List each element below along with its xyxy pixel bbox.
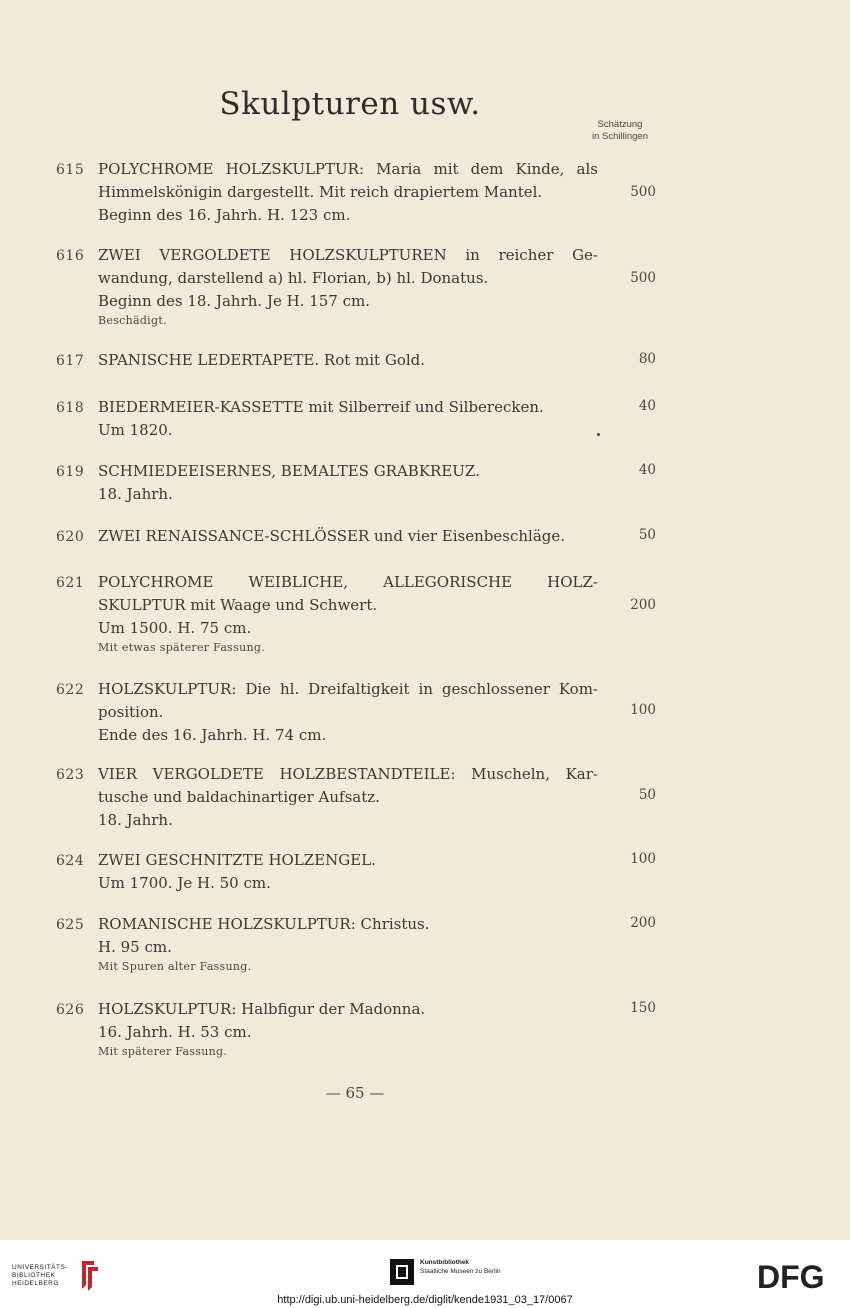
lot-text-line: Himmelskönigin dargestellt. Mit reich drapiertem Mantel.: [98, 183, 543, 201]
ub-label-line: HEIDELBERG: [12, 1280, 59, 1287]
ub-heidelberg-label: [12, 1264, 68, 1288]
lot-text-line: position.: [98, 703, 164, 721]
lot-number: 616: [56, 248, 85, 264]
lot-text-line: Ende des 16. Jahrh. H. 74 cm.: [98, 726, 327, 744]
lot-note: Beschädigt.: [98, 314, 167, 327]
lot-text-line: POLYCHROME HOLZSKULPTUR: Maria mit dem Kinde, als: [98, 160, 598, 178]
lot-number: 622: [56, 682, 85, 698]
lot-price: 200: [630, 915, 656, 931]
lot-text-line: ZWEI GESCHNITZTE HOLZENGEL.: [98, 851, 376, 869]
lot-text-line: SKULPTUR mit Waage und Schwert.: [98, 596, 378, 614]
estimate-header-line: Schätzung: [597, 119, 643, 130]
kb-title: Kunstbibliothek: [420, 1259, 470, 1266]
lot-text-line: Um 1700. Je H. 50 cm.: [98, 874, 271, 892]
lot-text-line: BIEDERMEIER-KASSETTE mit Silberreif und Silberecken.: [98, 398, 544, 416]
permalink-url[interactable]: http://digi.ub.uni-heidelberg.de/diglit/kende1931_03_17/0067: [277, 1294, 573, 1306]
lot-text-line: SCHMIEDEEISERNES, BEMALTES GRABKREUZ.: [98, 462, 480, 480]
page-title: Skulpturen usw.: [219, 86, 481, 122]
lot-price: 40: [638, 462, 656, 478]
ub-label-line: UNIVERSITÄTS-: [12, 1264, 68, 1271]
lot-price: 40: [638, 398, 656, 414]
lot-text-line: ROMANISCHE HOLZSKULPTUR: Christus.: [98, 915, 430, 933]
lot-number: 621: [56, 575, 85, 591]
kb-subtitle: Staatliche Museen zu Berlin: [420, 1268, 501, 1275]
lot-text-line: tusche und baldachinartiger Aufsatz.: [98, 788, 380, 806]
dfg-logo-text: DFG: [757, 1260, 825, 1292]
lot-number: 615: [56, 162, 85, 178]
lot-text-line: POLYCHROME WEIBLICHE, ALLEGORISCHE HOLZ-: [98, 573, 598, 591]
lot-text-line: Beginn des 18. Jahrh. Je H. 157 cm.: [98, 292, 371, 310]
lot-price: 500: [630, 270, 656, 286]
lot-number: 620: [56, 529, 85, 545]
lot-price: 200: [630, 597, 656, 613]
estimate-header-line: in Schillingen: [592, 131, 648, 142]
lot-text-line: Um 1820.: [98, 421, 173, 439]
dfg-logo-icon[interactable]: [757, 1260, 837, 1292]
kunstbibliothek-label: [420, 1258, 501, 1276]
lot-text-line: 16. Jahrh. H. 53 cm.: [98, 1023, 252, 1041]
lot-text-line: wandung, darstellend a) hl. Florian, b) hl. Donatus.: [98, 269, 489, 287]
lot-number: 624: [56, 853, 85, 869]
lot-note: Mit etwas späterer Fassung.: [98, 641, 265, 654]
lot-number: 626: [56, 1002, 85, 1018]
lot-text-line: H. 95 cm.: [98, 938, 172, 956]
lot-text-line: HOLZSKULPTUR: Halbfigur der Madonna.: [98, 1000, 426, 1018]
lot-number: 618: [56, 400, 85, 416]
page-number: — 65 —: [325, 1084, 385, 1102]
estimate-column-header: [565, 119, 675, 143]
lot-text-line: Beginn des 16. Jahrh. H. 123 cm.: [98, 206, 351, 224]
ub-label-line: BIBLIOTHEK: [12, 1272, 56, 1279]
lot-number: 617: [56, 353, 85, 369]
lot-note: Mit späterer Fassung.: [98, 1045, 228, 1058]
lot-price: 50: [638, 527, 656, 543]
lot-price: 150: [630, 1000, 656, 1016]
kunstbibliothek-logo-icon[interactable]: [390, 1259, 414, 1285]
lot-price: 100: [630, 702, 656, 718]
lot-note: Mit Spuren alter Fassung.: [98, 960, 252, 973]
lot-text-line: 18. Jahrh.: [98, 485, 173, 503]
lot-number: 625: [56, 917, 85, 933]
ink-speck: [597, 433, 600, 436]
lot-text-line: 18. Jahrh.: [98, 811, 173, 829]
lot-text-line: SPANISCHE LEDERTAPETE. Rot mit Gold.: [98, 351, 426, 369]
lot-text-line: VIER VERGOLDETE HOLZBESTANDTEILE: Muscheln, Kar-: [98, 765, 598, 783]
lot-number: 623: [56, 767, 85, 783]
lot-text-line: HOLZSKULPTUR: Die hl. Dreifaltigkeit in geschlossener Kom-: [98, 680, 598, 698]
lot-number: 619: [56, 464, 85, 480]
lot-price: 500: [630, 184, 656, 200]
lot-price: 100: [630, 851, 656, 867]
lot-text-line: Um 1500. H. 75 cm.: [98, 619, 252, 637]
ub-heidelberg-logo-icon[interactable]: [78, 1257, 102, 1293]
lot-text-line: ZWEI VERGOLDETE HOLZSKULPTUREN in reicher Ge-: [98, 246, 598, 264]
lot-price: 50: [638, 787, 656, 803]
lot-text-line: ZWEI RENAISSANCE-SCHLÖSSER und vier Eisenbeschläge.: [98, 527, 566, 545]
lot-price: 80: [638, 351, 656, 367]
